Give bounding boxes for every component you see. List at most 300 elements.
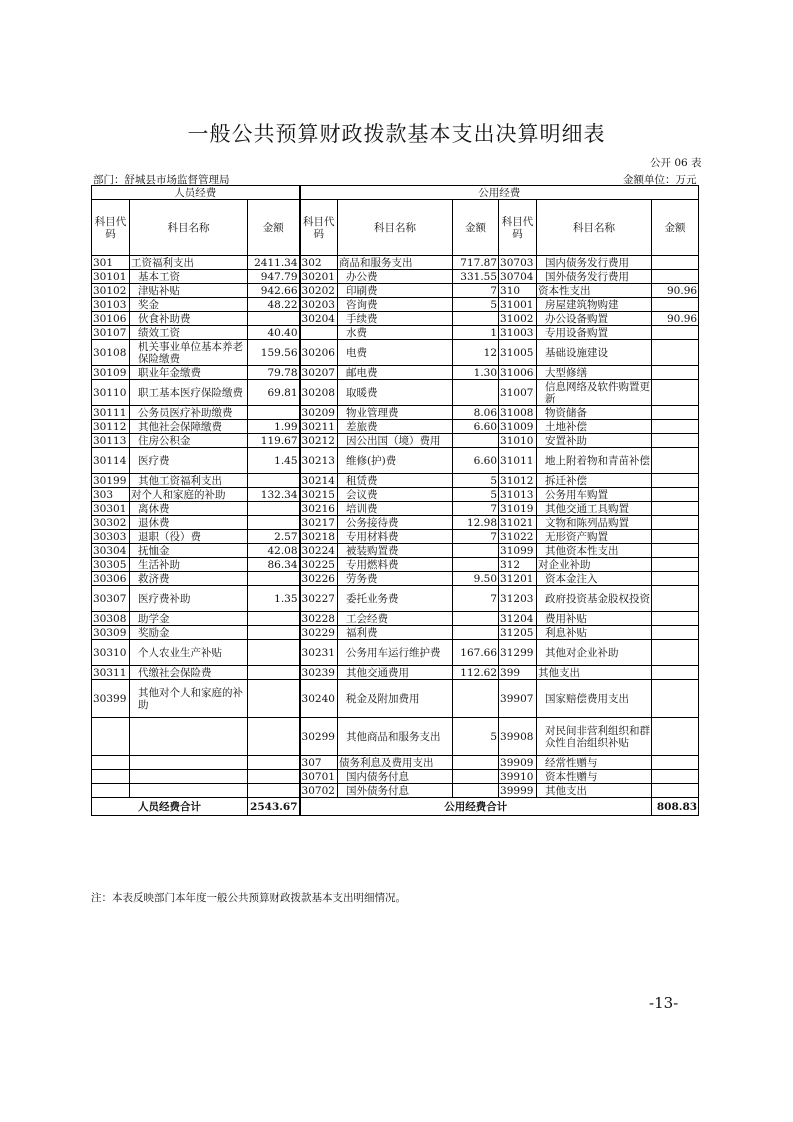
amount-cell: 90.96	[652, 312, 699, 326]
name-cell: 国外债务发行费用	[537, 270, 652, 284]
code-cell: 31022	[499, 530, 537, 544]
name-cell: 医疗费补助	[130, 586, 248, 612]
name-cell: 培训费	[338, 502, 453, 516]
amount-cell	[652, 420, 699, 434]
name-cell: 文物和陈列品购置	[537, 516, 652, 530]
name-cell: 住房公积金	[130, 434, 248, 448]
name-cell: 手续费	[338, 312, 453, 326]
code-cell: 31201	[499, 572, 537, 586]
name-cell: 个人农业生产补贴	[130, 640, 248, 666]
amount-cell	[248, 572, 300, 586]
amount-cell: 48.22	[248, 298, 300, 312]
department-label: 部门：舒城县市场监督管理局	[93, 174, 230, 186]
amount-cell	[453, 770, 499, 784]
table-note: 注：本表反映部门本年度一般公共预算财政拨款基本支出明细情况。	[91, 892, 406, 904]
code-cell: 30101	[92, 270, 130, 284]
amount-cell: 90.96	[652, 284, 699, 298]
name-cell: 维修(护)费	[338, 448, 453, 474]
name-cell: 租赁费	[338, 474, 453, 488]
amount-cell	[652, 770, 699, 784]
code-cell: 31001	[499, 298, 537, 312]
table-row	[92, 756, 699, 770]
code-cell: 30113	[92, 434, 130, 448]
code-cell: 399	[499, 666, 537, 680]
code-cell	[300, 326, 338, 340]
form-number: 公开 06 表	[650, 157, 702, 169]
table-row	[92, 406, 699, 420]
code-cell: 30701	[300, 770, 338, 784]
name-cell: 其他对个人和家庭的补助	[130, 680, 248, 718]
amount-cell	[652, 448, 699, 474]
code-cell: 30308	[92, 612, 130, 626]
name-cell: 经常性赠与	[537, 756, 652, 770]
name-cell: 工会经费	[338, 612, 453, 626]
code-cell: 303	[92, 488, 130, 502]
amount-cell: 7	[453, 530, 499, 544]
public-total-label: 公用经费合计	[300, 798, 652, 816]
amount-cell	[453, 756, 499, 770]
amount-cell	[453, 612, 499, 626]
amount-cell: 86.34	[248, 558, 300, 572]
name-cell: 信息网络及软件购置更新	[537, 380, 652, 406]
name-cell: 对企业补助	[537, 558, 652, 572]
name-cell: 费用补贴	[537, 612, 652, 626]
code-cell: 30227	[300, 586, 338, 612]
name-cell: 职业年金缴费	[130, 366, 248, 380]
code-cell: 39910	[499, 770, 537, 784]
name-cell: 抚恤金	[130, 544, 248, 558]
amount-cell	[248, 784, 300, 798]
amount-cell	[652, 718, 699, 756]
amount-cell: 2.57	[248, 530, 300, 544]
code-cell: 30207	[300, 366, 338, 380]
amount-cell	[248, 640, 300, 666]
name-cell: 职工基本医疗保险缴费	[130, 380, 248, 406]
name-cell: 利息补贴	[537, 626, 652, 640]
table-row	[92, 434, 699, 448]
amount-cell: 79.78	[248, 366, 300, 380]
code-cell: 31007	[499, 380, 537, 406]
amount-cell	[652, 530, 699, 544]
amount-cell: 1.35	[248, 586, 300, 612]
amount-cell	[453, 784, 499, 798]
code-cell: 30204	[300, 312, 338, 326]
name-cell: 工资福利支出	[130, 256, 248, 270]
code-cell: 30229	[300, 626, 338, 640]
code-cell: 30209	[300, 406, 338, 420]
code-cell: 30199	[92, 474, 130, 488]
code-cell: 30102	[92, 284, 130, 298]
amount-cell	[248, 626, 300, 640]
table-row	[92, 380, 699, 406]
amount-cell	[453, 312, 499, 326]
name-cell: 离休费	[130, 502, 248, 516]
amount-cell	[652, 612, 699, 626]
code-cell: 31008	[499, 406, 537, 420]
name-cell: 医疗费	[130, 448, 248, 474]
amount-cell	[652, 680, 699, 718]
name-cell: 机关事业单位基本养老保险缴费	[130, 340, 248, 366]
expenditure-table	[91, 185, 699, 816]
amount-cell	[248, 718, 300, 756]
code-cell: 30702	[300, 784, 338, 798]
amount-cell	[652, 558, 699, 572]
amount-cell: 40.40	[248, 326, 300, 340]
public-total-amount: 808.83	[652, 798, 699, 816]
code-cell: 31010	[499, 434, 537, 448]
code-cell: 31299	[499, 640, 537, 666]
amount-cell: 132.34	[248, 488, 300, 502]
name-cell: 退职（役）费	[130, 530, 248, 544]
code-cell: 31013	[499, 488, 537, 502]
table-row	[92, 572, 699, 586]
name-cell: 专用材料费	[338, 530, 453, 544]
amount-cell	[652, 586, 699, 612]
amount-cell	[248, 680, 300, 718]
amount-cell	[248, 770, 300, 784]
amount-cell	[453, 626, 499, 640]
code-cell: 30228	[300, 612, 338, 626]
code-cell: 31203	[499, 586, 537, 612]
personnel-total-amount: 2543.67	[248, 798, 300, 816]
amount-cell	[652, 270, 699, 284]
name-cell: 因公出国（境）费用	[338, 434, 453, 448]
code-cell: 30310	[92, 640, 130, 666]
code-cell: 39907	[499, 680, 537, 718]
name-cell: 咨询费	[338, 298, 453, 312]
amount-cell	[248, 516, 300, 530]
code-cell: 312	[499, 558, 537, 572]
name-cell: 地上附着物和青苗补偿	[537, 448, 652, 474]
group-header-personnel: 人员经费	[92, 186, 300, 200]
code-cell: 31009	[499, 420, 537, 434]
code-cell: 30106	[92, 312, 130, 326]
name-cell: 其他交通费用	[338, 666, 453, 680]
name-cell: 债务利息及费用支出	[338, 756, 453, 770]
amount-cell	[453, 544, 499, 558]
amount-cell: 5	[453, 718, 499, 756]
amount-cell: 6.60	[453, 420, 499, 434]
code-cell: 39908	[499, 718, 537, 756]
code-cell: 39999	[499, 784, 537, 798]
name-cell: 基本工资	[130, 270, 248, 284]
name-cell: 对个人和家庭的补助	[130, 488, 248, 502]
amount-cell	[652, 340, 699, 366]
name-cell: 专用设备购置	[537, 326, 652, 340]
name-cell: 奖金	[130, 298, 248, 312]
name-cell: 其他资本性支出	[537, 544, 652, 558]
name-cell: 公务接待费	[338, 516, 453, 530]
code-cell: 30239	[300, 666, 338, 680]
amount-cell: 6.60	[453, 448, 499, 474]
table-row	[92, 298, 699, 312]
code-cell: 30704	[499, 270, 537, 284]
col-header-name: 科目名称	[537, 200, 652, 256]
amount-cell: 112.62	[453, 666, 499, 680]
name-cell: 代缴社会保险费	[130, 666, 248, 680]
amount-cell	[652, 406, 699, 420]
code-cell: 30399	[92, 680, 130, 718]
amount-cell	[453, 380, 499, 406]
name-cell: 商品和服务支出	[338, 256, 453, 270]
name-cell: 其他支出	[537, 666, 652, 680]
name-cell: 国外债务付息	[338, 784, 453, 798]
code-cell: 31005	[499, 340, 537, 366]
amount-cell: 1.99	[248, 420, 300, 434]
table-row	[92, 474, 699, 488]
code-cell: 30226	[300, 572, 338, 586]
name-cell: 安置补助	[537, 434, 652, 448]
amount-cell	[248, 474, 300, 488]
amount-cell: 5	[453, 474, 499, 488]
code-cell: 30103	[92, 298, 130, 312]
table-row	[92, 326, 699, 340]
table-row	[92, 770, 699, 784]
code-cell: 30311	[92, 666, 130, 680]
amount-cell	[652, 516, 699, 530]
name-cell: 对民间非营利组织和群众性自治组织补贴	[537, 718, 652, 756]
table-row	[92, 544, 699, 558]
col-header-code: 科目代码	[300, 200, 338, 256]
name-cell: 救济费	[130, 572, 248, 586]
table-row	[92, 366, 699, 380]
amount-cell	[652, 256, 699, 270]
amount-cell	[652, 756, 699, 770]
code-cell: 30302	[92, 516, 130, 530]
name-cell: 国家赔偿费用支出	[537, 680, 652, 718]
name-cell: 会议费	[338, 488, 453, 502]
code-cell: 30303	[92, 530, 130, 544]
amount-cell: 1.45	[248, 448, 300, 474]
group-header-public: 公用经费	[300, 186, 699, 200]
amount-cell: 7	[453, 284, 499, 298]
code-cell: 31019	[499, 502, 537, 516]
name-cell: 其他交通工具购置	[537, 502, 652, 516]
code-cell: 30301	[92, 502, 130, 516]
name-cell: 助学金	[130, 612, 248, 626]
code-cell: 30306	[92, 572, 130, 586]
code-cell: 30305	[92, 558, 130, 572]
table-row	[92, 586, 699, 612]
amount-cell	[453, 680, 499, 718]
amount-cell	[652, 326, 699, 340]
unit-label: 金额单位：万元	[623, 174, 697, 186]
page-title: 一般公共预算财政拨款基本支出决算明细表	[187, 122, 606, 146]
amount-cell: 2411.34	[248, 256, 300, 270]
name-cell: 被装购置费	[338, 544, 453, 558]
name-cell	[130, 784, 248, 798]
amount-cell: 7	[453, 586, 499, 612]
code-cell: 30213	[300, 448, 338, 474]
code-cell: 30307	[92, 586, 130, 612]
name-cell: 退休费	[130, 516, 248, 530]
code-cell: 30240	[300, 680, 338, 718]
name-cell: 劳务费	[338, 572, 453, 586]
amount-cell: 119.67	[248, 434, 300, 448]
amount-cell	[248, 756, 300, 770]
amount-cell	[652, 434, 699, 448]
amount-cell	[652, 666, 699, 680]
name-cell: 拆迁补偿	[537, 474, 652, 488]
name-cell: 生活补助	[130, 558, 248, 572]
amount-cell	[248, 612, 300, 626]
amount-cell	[652, 626, 699, 640]
amount-cell: 5	[453, 298, 499, 312]
name-cell: 水费	[338, 326, 453, 340]
table-row	[92, 784, 699, 798]
name-cell: 无形资产购置	[537, 530, 652, 544]
code-cell: 30108	[92, 340, 130, 366]
name-cell: 大型修缮	[537, 366, 652, 380]
code-cell: 30214	[300, 474, 338, 488]
name-cell: 其他支出	[537, 784, 652, 798]
col-header-amount: 金额	[453, 200, 499, 256]
table-row	[92, 718, 699, 756]
code-cell: 30206	[300, 340, 338, 366]
name-cell: 基础设施建设	[537, 340, 652, 366]
name-cell: 专用燃料费	[338, 558, 453, 572]
code-cell: 30107	[92, 326, 130, 340]
col-header-amount: 金额	[652, 200, 699, 256]
name-cell: 其他社会保障缴费	[130, 420, 248, 434]
code-cell: 30299	[300, 718, 338, 756]
name-cell: 津贴补贴	[130, 284, 248, 298]
personnel-total-label: 人员经费合计	[92, 798, 248, 816]
name-cell: 其他商品和服务支出	[338, 718, 453, 756]
amount-cell	[652, 544, 699, 558]
amount-cell: 1	[453, 326, 499, 340]
table-row	[92, 516, 699, 530]
name-cell: 资本性支出	[537, 284, 652, 298]
code-cell: 31021	[499, 516, 537, 530]
table-row	[92, 284, 699, 298]
table-row	[92, 270, 699, 284]
name-cell	[130, 770, 248, 784]
table-row	[92, 612, 699, 626]
table-row	[92, 420, 699, 434]
code-cell: 30110	[92, 380, 130, 406]
table-row	[92, 530, 699, 544]
code-cell: 30703	[499, 256, 537, 270]
table-row	[92, 256, 699, 270]
amount-cell: 12.98	[453, 516, 499, 530]
name-cell: 税金及附加费用	[338, 680, 453, 718]
code-cell	[92, 784, 130, 798]
amount-cell: 717.87	[453, 256, 499, 270]
code-cell: 31099	[499, 544, 537, 558]
amount-cell	[652, 366, 699, 380]
amount-cell	[248, 666, 300, 680]
code-cell	[92, 756, 130, 770]
name-cell: 国内债务付息	[338, 770, 453, 784]
code-cell: 31205	[499, 626, 537, 640]
col-header-amount: 金额	[248, 200, 300, 256]
name-cell: 电费	[338, 340, 453, 366]
code-cell: 31012	[499, 474, 537, 488]
table-row	[92, 640, 699, 666]
name-cell	[130, 718, 248, 756]
amount-cell	[652, 380, 699, 406]
amount-cell: 159.56	[248, 340, 300, 366]
table-row	[92, 680, 699, 718]
code-cell: 30201	[300, 270, 338, 284]
code-cell: 30111	[92, 406, 130, 420]
code-cell: 39909	[499, 756, 537, 770]
amount-cell	[652, 488, 699, 502]
amount-cell: 42.08	[248, 544, 300, 558]
amount-cell	[652, 298, 699, 312]
name-cell: 差旅费	[338, 420, 453, 434]
name-cell: 办公费	[338, 270, 453, 284]
code-cell: 31204	[499, 612, 537, 626]
code-cell: 30112	[92, 420, 130, 434]
amount-cell	[248, 312, 300, 326]
amount-cell: 7	[453, 502, 499, 516]
code-cell: 302	[300, 256, 338, 270]
name-cell: 国内债务发行费用	[537, 256, 652, 270]
code-cell: 30231	[300, 640, 338, 666]
amount-cell	[652, 640, 699, 666]
name-cell: 公务用车购置	[537, 488, 652, 502]
code-cell: 301	[92, 256, 130, 270]
col-header-name: 科目名称	[130, 200, 248, 256]
table-row	[92, 558, 699, 572]
amount-cell: 8.06	[453, 406, 499, 420]
name-cell: 物资储备	[537, 406, 652, 420]
amount-cell: 331.55	[453, 270, 499, 284]
code-cell	[92, 770, 130, 784]
name-cell: 办公设备购置	[537, 312, 652, 326]
code-cell: 30218	[300, 530, 338, 544]
code-cell: 30208	[300, 380, 338, 406]
code-cell: 31003	[499, 326, 537, 340]
name-cell: 绩效工资	[130, 326, 248, 340]
name-cell: 房屋建筑物购建	[537, 298, 652, 312]
name-cell: 委托业务费	[338, 586, 453, 612]
name-cell: 奖励金	[130, 626, 248, 640]
code-cell: 30109	[92, 366, 130, 380]
name-cell: 其他工资福利支出	[130, 474, 248, 488]
amount-cell: 5	[453, 488, 499, 502]
amount-cell: 942.66	[248, 284, 300, 298]
col-header-code: 科目代码	[499, 200, 537, 256]
page-number: -13-	[649, 994, 679, 1012]
amount-cell	[453, 434, 499, 448]
code-cell: 30114	[92, 448, 130, 474]
name-cell: 取暖费	[338, 380, 453, 406]
amount-cell	[248, 406, 300, 420]
name-cell: 印刷费	[338, 284, 453, 298]
name-cell: 物业管理费	[338, 406, 453, 420]
col-header-code: 科目代码	[92, 200, 130, 256]
code-cell: 30224	[300, 544, 338, 558]
code-cell: 31002	[499, 312, 537, 326]
amount-cell: 1.30	[453, 366, 499, 380]
table-row	[92, 626, 699, 640]
amount-cell	[652, 784, 699, 798]
code-cell: 30203	[300, 298, 338, 312]
table-row	[92, 488, 699, 502]
name-cell: 福利费	[338, 626, 453, 640]
table-row	[92, 448, 699, 474]
code-cell: 31011	[499, 448, 537, 474]
code-cell: 307	[300, 756, 338, 770]
amount-cell: 167.66	[453, 640, 499, 666]
table-body	[92, 256, 699, 798]
code-cell: 30215	[300, 488, 338, 502]
table-row	[92, 340, 699, 366]
amount-cell: 69.81	[248, 380, 300, 406]
